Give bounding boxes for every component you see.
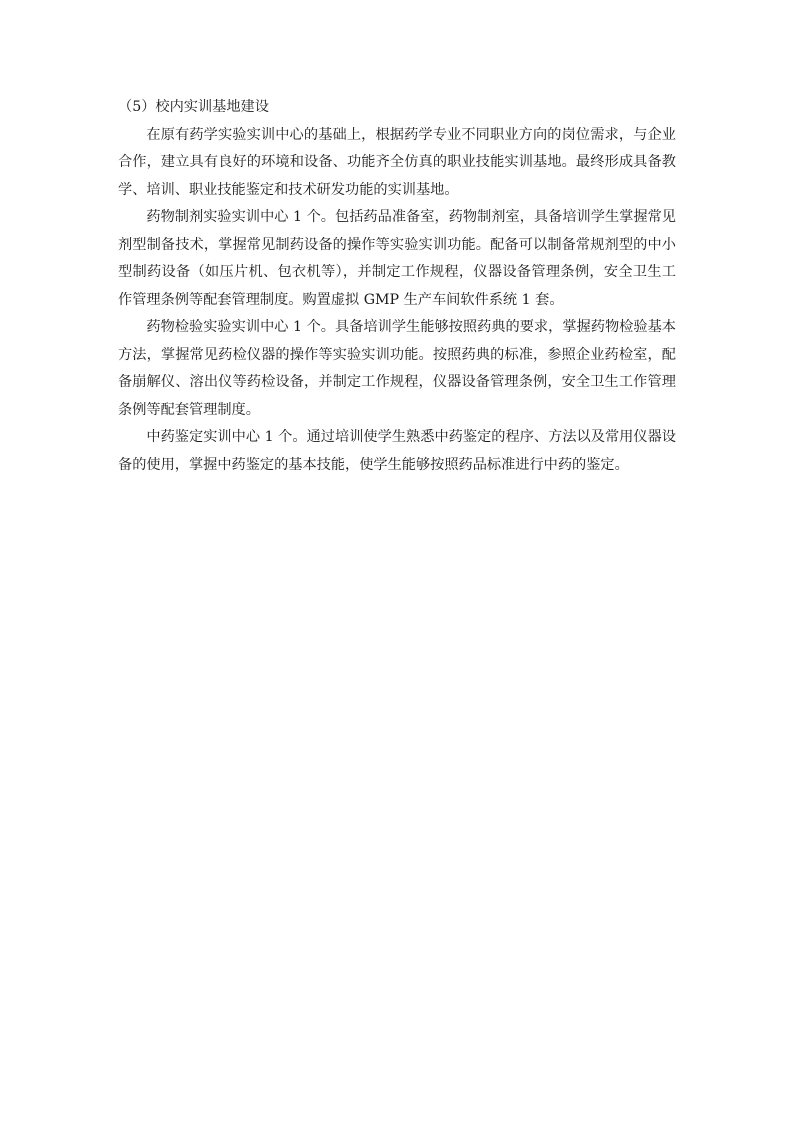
- paragraph-drug-testing-center: 药物检验实验实训中心 1 个。具备培训学生能够按照药典的要求，掌握药物检验基本方法，掌握常见药检仪器的操作等实验实训功能。按照药典的标准，参照企业药检室，配备崩解仪、溶出仪等药检设备，并制定工作规程，仪器设备管理条例，安全卫生工作管理条例等配套管理制度。: [118, 319, 676, 418]
- paragraph-pharmaceutics-center: 药物制剂实验实训中心 1 个。包括药品准备室，药物制剂室，具备培训学生掌握常见剂型制备技术，掌握常见制药设备的操作等实验实训功能。配备可以制备常规剂型的中小型制药设备（如压片机、包衣机等），并制定工作规程，仪器设备管理条例，安全卫生工作管理条例等配套管理制度。购置虚拟 GMP 生产车间软件系统 1 套。: [118, 209, 676, 308]
- paragraph-tcm-identification-center: 中药鉴定实训中心 1 个。通过培训使学生熟悉中药鉴定的程序、方法以及常用仪器设备的使用，掌握中药鉴定的基本技能，使学生能够按照药品标准进行中药的鉴定。: [118, 429, 676, 473]
- section-heading: （5）校内实训基地建设: [118, 99, 269, 115]
- paragraph-intro: 在原有药学实验实训中心的基础上，根据药学专业不同职业方向的岗位需求，与企业合作，建立具有良好的环境和设备、功能齐全仿真的职业技能实训基地。最终形成具备教学、培训、职业技能鉴定和技术研发功能的实训基地。: [118, 126, 676, 198]
- document-body: [118, 94, 676, 479]
